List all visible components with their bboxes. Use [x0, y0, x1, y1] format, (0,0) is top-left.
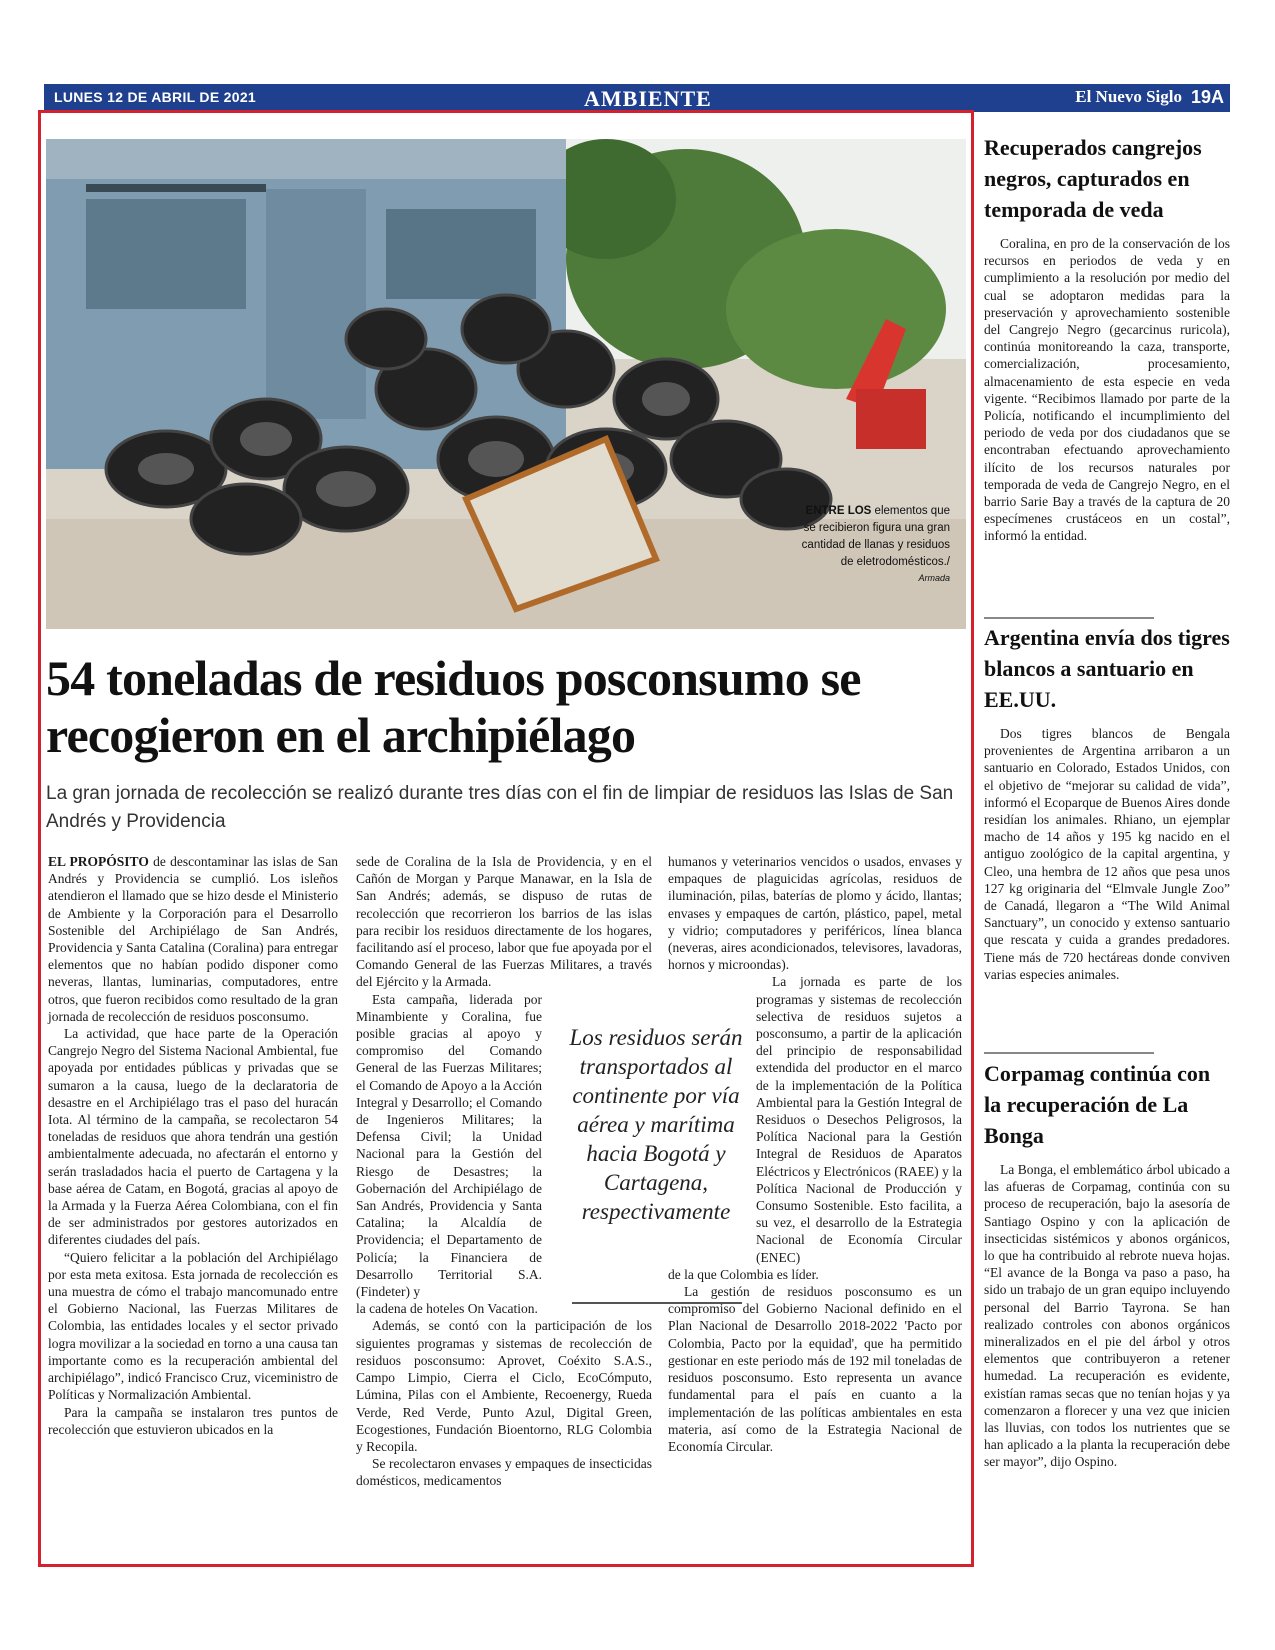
article-paragraph: humanos y veterinarios vencidos o usados, envases y empaques de plaguicidas agrícolas, residuos de iluminación, pilas, baterías de plomo y ácido, llantas; envases y empaques de cartón, plástico, papel, metal y vidrio; computadores y periféricos, línea blanca (neveras, aires acondicionados, televisores, lavadoras, hornos y microondas). [668, 854, 962, 973]
article-paragraph: Además, se contó con la participación de los siguientes programas y sistemas de recolección de residuos posconsumo: Aprovet, Coéxito S.A.S., Campo Limpio, Cierra el Ciclo, EcoCómputo, Lúmina, Pilas con el Ambiente, Recoenergy, Rueda Verde, Red Verde, Punto Azul, Digital Green, Ecogestiones, Fundación Bioentorno, RLG Colombia y Recopila. [356, 1318, 652, 1454]
sidebar-divider [984, 1052, 1154, 1054]
newspaper-name: El Nuevo Siglo [1075, 87, 1182, 106]
article-headline: 54 toneladas de residuos posconsumo se recogieron en el archipiélago [46, 650, 861, 763]
article-paragraph: La gestión de residuos posconsumo es un compromiso del Gobierno Nacional definido en el Plan Nacional de Desarrollo 2018-2022 'Pacto por Colombia, Pacto por la equidad', que ha permitido gestionar en este periodo más de 192 mil toneladas de residuos posconsumo. Esto representa un avance fundamental para el país en cuanto a la implementación de las políticas ambientales en esta materia, así como de la Estrategia Nacional de Economía Circular. [668, 1284, 962, 1454]
sidebar-title: Recuperados cangrejos negros, capturados en temporada de veda [984, 135, 1202, 222]
sidebar-divider [984, 617, 1154, 619]
article-paragraph: Se recolectaron envases y empaques de insecticidas domésticos, medicamentos [356, 1456, 652, 1489]
sidebar-story-1 [984, 132, 1230, 545]
article-paragraph: de la que Colombia es líder. [668, 1266, 819, 1282]
pull-quote: Los residuos serán transportados al continente por vía aérea y marítima hacia Bogotá y Cartagena, respectivamente [569, 1025, 743, 1224]
sidebar-story-3 [984, 1058, 1230, 1471]
page-number: 19A [1190, 87, 1224, 107]
article-subtitle: La gran jornada de recolección se realizó durante tres días con el fin de limpiar de residuos las Islas de San Andrés y Providencia [46, 783, 954, 832]
header-section: AMBIENTE [584, 86, 712, 111]
article-paragraph: “Quiero felicitar a la población del Archipiélago por esta meta exitosa. Esta jornada de recolección es una muestra de cómo el trabajo mancomunado entre el Gobierno Nacional, las Fuerzas Militares de Colombia, las entidades locales y el sector privado logra movilizar a la sociedad en torno a una causa tan importante como es la recuperación ambiental del archipiélago”, indicó Francisco Cruz, viceministro de Políticas y Normalización Ambiental. [48, 1249, 338, 1403]
article-paragraph: la cadena de hoteles On Vacation. [356, 1301, 538, 1317]
pull-quote-rule [572, 1302, 742, 1304]
article-paragraph: La actividad, que hace parte de la Operación Cangrejo Negro del Sistema Nacional Ambiental, fue apoyada por entidades públicas y privadas que se sumaron a la causa, luego de la declaratoria de desastre en el Archipiélago tras el paso del huracán Iota. Al término de la campaña, se recolectaron 54 toneladas de residuos que ahora tendrán una gestión ambientalmente adecuada, no afectarán el entorno y serán trasladados hacia el puerto de Cartagena y la base aérea de Catam, en Bogotá, gracias al apoyo de la Armada y la Fuerza Aérea Colombiana, con el fin de ser administrados por gestores autorizados en diferentes ciudades del país. [48, 1026, 338, 1248]
article-paragraph: La jornada es parte de los programas y sistemas de recolección selectiva de residuos sujetos a posconsumo, a partir de la aplicación del principio de responsabilidad extendida del productor en el marco de la implementación de la Política Ambiental para la Gestión Integral de Residuos o Desechos Peligrosos, la Política Nacional para la Gestión Integral de Residuos de Aparatos Eléctricos y Electrónicos (RAEE) y la Política Nacional de Producción y Consumo Sostenible. Esto facilita, a su vez, el desarrollo de la Estrategia Nacional de Economía Circular (ENEC) [756, 974, 962, 1265]
sidebar-story-2 [984, 622, 1230, 983]
page-header-bar [44, 84, 1230, 112]
caption-text: elementos que se recibieron figura una gran cantidad de llanas y residuos de eletrodomésticos./ [801, 505, 950, 568]
article-paragraph: sede de Coralina de la Isla de Providencia, y en el Cañón de Morgan y Parque Manawar, en la Isla de San Andrés; además, se dispuso de rutas de recolección que recorrieron los barrios de las islas para recibir los residuos directamente de los hogares, facilitando así el proceso, labor que fue apoyada por el Comando General de las Fuerzas Militares, a través del Ejército y la Armada. [356, 854, 652, 990]
sidebar-text: Dos tigres blancos de Bengala provenientes de Argentina arribaron a un santuario en Colorado, Estados Unidos, con el objetivo de “mejorar su calidad de vida”, informó el Ecoparque de Buenos Aires donde residían los animales. Rhiano, un ejemplar macho de 14 años y 195 kg nacido en el antiguo zoológico de la capital argentina, y Cleo, una hembra de 12 años que pesa unos 127 kg originaria del “Elmvale Jungle Zoo” de Canadá, llegaron a “The Wild Animal Sanctuary”, un conocido y extenso santuario que rescata y cuida a grandes predadores. Tiene más de 720 hectáreas donde conviven varias especies animales. [984, 726, 1230, 982]
sidebar-title: Corpamag continúa con la recuperación de La Bonga [984, 1061, 1211, 1148]
article-paragraph: Esta campaña, liderada por Minambiente y Coralina, fue posible gracias al apoyo y compromiso del Comando General de las Fuerzas Militares; el Comando de Apoyo a la Acción Integral y Desarrollo; el Comando de Ingenieros Militares; la Defensa Civil; la Unidad Nacional para la Gestión del Riesgo de Desastres; la Gobernación del Archipiélago de San Andrés, Providencia y Santa Catalina; la Alcaldía de Providencia; el Departamento de Policía; la Financiera de Desarrollo Territorial S.A. (Findeter) y [356, 991, 542, 1300]
article-paragraph: Para la campaña se instalaron tres puntos de recolección que estuvieron ubicados en la [48, 1404, 338, 1437]
header-date: LUNES 12 DE ABRIL DE 2021 [54, 89, 257, 105]
article-paragraph: EL PROPÓSITO de descontaminar las islas de San Andrés y Providencia se cumplió. Los isleños atendieron el llamado que se hizo desde el Ministerio de Ambiente y la Corporación para el Desarrollo Sostenible del Archipiélago de San Andrés, Providencia y Santa Catalina (Coralina) para entregar elementos que no habían podido disponer como neveras, llantas, luminarias, computadores, entre otros, que fueron recibidos como resultado de la gran jornada de recolección de residuos posconsumo. [48, 854, 339, 1024]
lead-word: EL PROPÓSITO [48, 854, 149, 869]
photo-credit: Armada [918, 573, 950, 583]
caption-lead: ENTRE LOS [805, 505, 872, 517]
sidebar-title: Argentina envía dos tigres blancos a santuario en EE.UU. [984, 625, 1230, 712]
article-photo [46, 139, 966, 629]
sidebar-text: La Bonga, el emblemático árbol ubicado a las afueras de Corpamag, continúa con su proceso de recuperación, bajo la asesoría de Santiago Ospino y con la aplicación de insecticidas sistémicos y abonos orgánicos, lo que ha contribuido al rebrote nueva hojas. “El avance de la Bonga va paso a paso, ha sido un trabajo de un gran equipo incluyendo personal del Barrio Tayrona. Se han realizado controles con abonos orgánicos mineralizados en el pie del árbol y otros elementos que contribuyeron a retener humedad. La recuperación es evidente, existían ramas secas que no tenían hojas y ya comenzaron a florecer y una vez que inicien las lluvias, con todos los nutrientes que se han aplicado a la planta la recuperación debe ser mayor”, dijo Ospino. [984, 1162, 1230, 1470]
sidebar-text: Coralina, en pro de la conservación de los recursos en periodos de veda y en cumplimiento a la resolución por medio del cual se adoptaron medidas para la preservación y aprovechamiento sostenible del Cangrejo Negro (gecarcinus ruricola), continúa monitoreando la caza, transporte, comercialización, procesamiento, almacenamiento de esta especie en veda vigente. “Recibimos llamado por parte de la Policía, notificando el incumplimiento del periodo de veda por dos ciudadanos que se encontraban efectuando aprovechamiento ilícito de los recursos naturales por temporada de veda de Cangrejo Negro, en el barrio Sarie Bay a través de la captura de 20 especímenes crustáceos en un costal”, informó la entidad. [984, 236, 1230, 544]
article-column-1 [48, 853, 338, 1438]
photo-caption [800, 503, 950, 585]
